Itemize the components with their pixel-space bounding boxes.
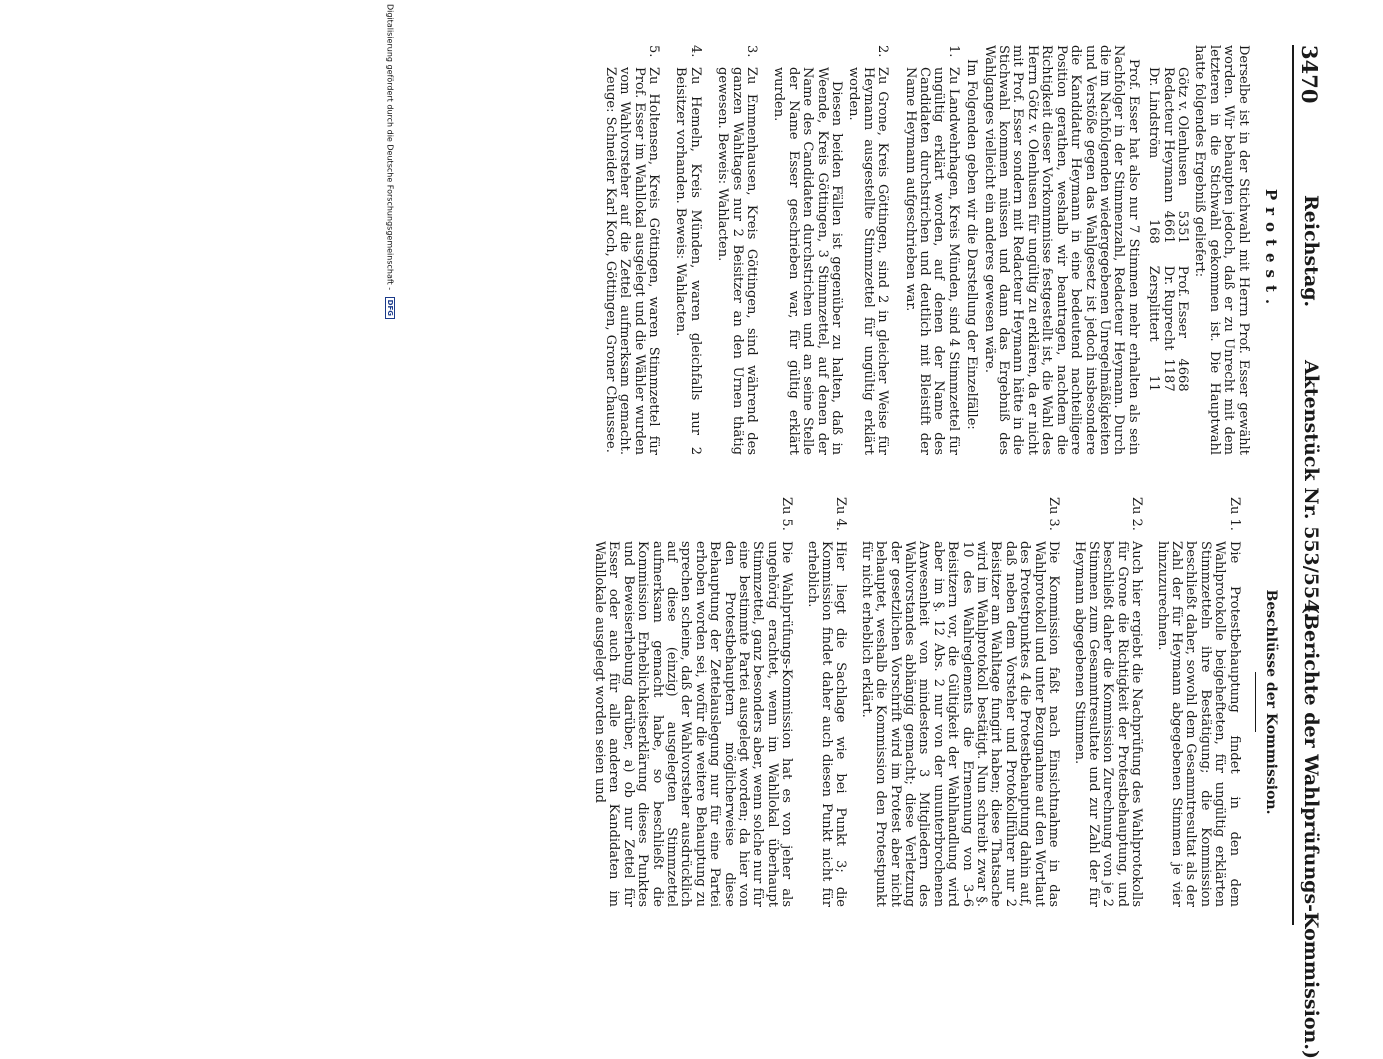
- dfg-logo: DFG: [385, 297, 395, 319]
- resolution-number: Zu 1.: [1226, 497, 1242, 531]
- protest-item: [712, 45, 758, 455]
- candidate-name: Götz v. Olenhusen: [1174, 67, 1190, 186]
- candidate-votes: 168: [1146, 218, 1162, 244]
- resolution-number: Zu 4.: [833, 497, 849, 531]
- page-number: 3470: [1297, 45, 1322, 104]
- resolution-item: [855, 497, 1060, 907]
- candidate-votes: 1187: [1160, 358, 1176, 392]
- title-divider: [1255, 672, 1256, 732]
- item-subtext: Diesen beiden Fällen ist gegenüber zu halten, daß in Weende, Kreis Göttingen, 3 Stimmzettel, auf denen der Name des Candidaten durchstrichen und an seine Stelle der Name Esser geschrieben war, für gültig erklärt wurden.: [771, 67, 845, 455]
- candidate-name: Zersplittert: [1146, 265, 1162, 342]
- resolution-number: Zu 2.: [1129, 497, 1145, 531]
- resolution-number: Zu 5.: [779, 497, 795, 531]
- item-text: Zu Emmenhausen, Kreis Göttingen, sind während des ganzen Wahltages nur 2 Beisitzer an den Urnen thätig gewesen. Beweis: Wahlacten.: [715, 67, 759, 455]
- item-number: 5.: [645, 45, 661, 58]
- item-number: 2.: [875, 45, 891, 58]
- protest-title: Protest.: [1262, 188, 1280, 312]
- protest-item: [670, 45, 702, 455]
- section-title: (Berichte der Wahlprüfungs-Kommission.): [1300, 605, 1322, 1059]
- candidate-name: Dr. Ruprecht: [1160, 265, 1176, 351]
- item-text: Zu Grone, Kreis Göttingen, sind 2 in gleicher Weise für Heymann ausgestellte Stimmzettel für ungültig erklärt worden.: [846, 67, 891, 455]
- resolution-item: [801, 497, 847, 907]
- resolutions-column: [70, 497, 1280, 907]
- results-table: [1146, 67, 1189, 414]
- item-text: Zu Hemeln, Kreis Münden, waren gleichfalls nur 2 Beisitzer vorhanden. Beweis: Wahlacten.: [673, 67, 703, 455]
- publication-title: Reichstag.: [1300, 195, 1322, 308]
- protest-item: [599, 45, 660, 455]
- item-text: Zu Landwehrhagen, Kreis Münden, sind 4 Stimmzettel für ungültig erklärt worden, auf denen der Name des Candidaten durchstrichen und deutlich mit Bleistift der Name Heymann aufgeschrieben war.: [902, 67, 961, 455]
- document-page: [63, 45, 1328, 1059]
- resolution-item: [589, 497, 794, 907]
- candidate-votes: 5351: [1174, 210, 1190, 244]
- digitization-credit: [385, 4, 395, 984]
- table-row: [1160, 67, 1174, 414]
- item-number: 4.: [687, 45, 703, 58]
- candidate-name: Redacteur Heymann: [1160, 67, 1176, 203]
- candidate-name: Prof. Esser: [1174, 265, 1190, 338]
- protest-intro: Derselbe ist in der Stichwahl mit Herrn Prof. Esser gewählt worden. Wir behaupten jedoch, daß er zu Unrecht mit dem letzteren in die Stichwahl gekommen ist. Die Hauptwahl hatte folgendes Ergebniß geliefert:: [1192, 45, 1251, 455]
- resolution-text: Hier liegt die Sachlage wie bei Punkt 3; die Kommission findet daher auch diesen Punkt nicht für erheblich.: [804, 541, 849, 907]
- credit-text: Digitalisierung gefördert durch die Deutsche Forschungsgemeinschaft -: [385, 4, 395, 291]
- protest-item: [768, 45, 889, 455]
- table-row: [1146, 67, 1160, 414]
- election-results: [1146, 67, 1189, 455]
- item-number: 3.: [744, 45, 759, 58]
- candidate-votes: 4668: [1174, 358, 1190, 392]
- resolution-text: Die Wahlprüfungs-Kommission hat es von jeher als ungehörig erachtet, wenn im Wahllokal überhaupt Stimmzettel, ganz besonders aber, wenn solche nur für eine bestimmte Partei ausgelegt worden; da hier von den Protestbehauptern möglicherweise diese Behauptung der Zettelauslegung nur für eine Partei erhoben worden sei, wofür die weitere Behauptung zu sprechen scheine, daß der Wahlvorsteher ausdrücklich auf diese (einzig) ausgelegten Stimmzettel aufmerksam gemacht habe, so beschließt die Kommission Erheblichkeitserklärung dieses Punktes und Beweiserhebung darüber, a) ob nur Zettel für Esser oder auch für alle anderen Kandidaten im Wahllokale ausgelegt worden seien und: [591, 541, 795, 907]
- document-number: Aktenstück Nr. 553/554.: [1300, 360, 1322, 619]
- item-text: Zu Holtensen, Kreis Göttingen, waren Stimmzettel für Prof. Esser im Wahllokal ausgelegt und die Wähler wurden vom Wahlvorsteher auf die Zettel aufmerksam gemacht. Zeuge: Schneider Karl Koch, Göttingen, Groner Chaussee.: [602, 67, 661, 455]
- resolution-text: Die Protestbehauptung findet in den dem Wahlprotokolle beigehefteten, für ungültig erklärten Stimmzetteln ihre Bestätigung; die Kommission beschließt daher, sowohl dem Gesammtresultat als der Zahl der für Heymann abgegebenen Stimmen je vier hinzuzurechnen.: [1154, 541, 1242, 907]
- table-row: [1175, 67, 1189, 414]
- protest-column: [70, 45, 1280, 455]
- item-number: 1.: [945, 45, 961, 58]
- candidate-votes: 4661: [1160, 210, 1176, 244]
- protest-item: [899, 45, 960, 455]
- resolution-item: [1068, 497, 1143, 907]
- candidate-votes: 11: [1146, 375, 1162, 392]
- resolutions-title: Beschlüsse der Kommission.: [1263, 589, 1279, 815]
- resolution-number: Zu 3.: [1046, 497, 1062, 531]
- page-header: [1292, 45, 1328, 1059]
- protest-paragraph: Prof. Esser hat also nur 7 Stimmen mehr erhalten als sein Nachfolger in der Stimmenzahl, Redacteur Heymann. Durch die im Nachfolgenden wiedergegebenen Unregelmäßigkeiten und Verstöße gegen das Wahlgesetz ist jedoch insbesondere die Kandidatur Heymann in eine bedeutend nachteiligere Position gerathen, weshalb wir beantragen, nachdem die Richtigkeit dieser Vorkommnisse festgestellt ist, die Wahl des Herrn Götz v. Olenhusen für ungültig zu erklären, da er nicht mit Prof. Esser sondern mit Redacteur Heymann hätte in die Stichwahl kommen müssen und dann das Ergebniß des Wahlganges vielleicht ein anderes gewesen wäre.: [981, 45, 1141, 455]
- resolution-item: [1151, 497, 1240, 907]
- resolution-text: Auch hier ergiebt die Nachprüfung des Wahlprotokolls für Grone die Richtigkeit der Protestbehauptung, und beschließt daher die Kommission Zurechnung von je 2 Stimmen zum Gesammtresultate und zur Zahl der für Heymann abgegebenen Stimmen.: [1071, 541, 1145, 907]
- candidate-name: Dr. Lindström: [1146, 67, 1162, 159]
- protest-paragraph: Im Folgenden geben wir die Darstellung der Einzelfälle:: [964, 59, 980, 430]
- resolution-text: Die Kommission faßt nach Einsichtnahme in das Wahlprotokoll und unter Bezugnahme auf den Wortlaut des Protestpunktes 4 die Protestbehauptung dahin auf, daß neben dem Vorsteher und Protokollführer nur 2 Beisitzer am Wahltage fungirt haben; diese Thatsache wird im Wahlprotokoll bestätigt. Nun schreibt zwar §. 10 des Wahlreglements die Ernennung von 3–6 Beisitzern vor, die Gültigkeit der Wahlhandlung wird aber im §. 12 Abs. 2 nur von der ununterbrochenen Anwesenheit von mindestens 3 Mitgliedern des Wahlvorstandes abhängig gemacht; diese Verletzung der gesetzlichen Vorschrift wird im Protest aber nicht behauptet, weshalb die Kommission den Protestpunkt für nicht erheblich erklärt.: [858, 541, 1062, 907]
